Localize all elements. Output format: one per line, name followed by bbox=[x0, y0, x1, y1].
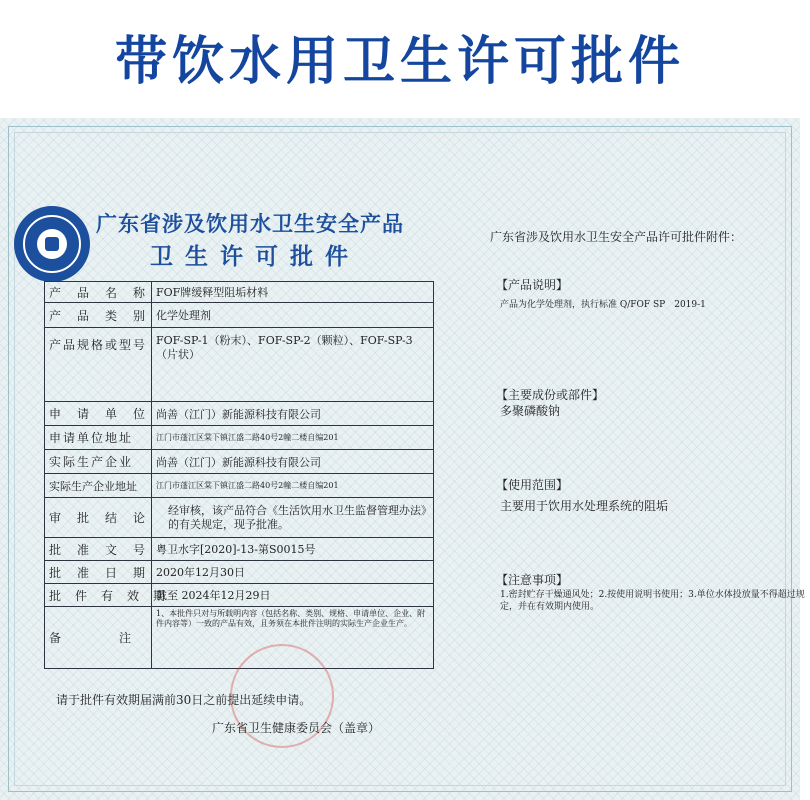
table-row bbox=[45, 426, 434, 450]
usage-body: 主要用于饮用水处理系统的阻垢 bbox=[500, 499, 669, 513]
table-row bbox=[45, 538, 434, 561]
product-desc-heading: 【产品说明】 bbox=[496, 278, 569, 292]
banner-title: 带饮水用卫生许可批件 bbox=[114, 31, 685, 92]
row-value: 尚善（江门）新能源科技有限公司 bbox=[152, 402, 434, 426]
table-row bbox=[45, 607, 434, 669]
row-label: 申 请 单 位 bbox=[45, 402, 152, 426]
logo-ring bbox=[23, 215, 81, 273]
row-value: 经审核，该产品符合《生活饮用水卫生监督管理办法》的有关规定，现予批准。 bbox=[152, 498, 434, 538]
issuing-authority: 广东省卫生健康委员会（盖章） bbox=[212, 721, 381, 735]
row-label: 产品规格或型号 bbox=[45, 328, 152, 402]
notes-heading: 【注意事项】 bbox=[496, 573, 569, 587]
table-row bbox=[45, 561, 434, 584]
health-inspection-logo-icon bbox=[14, 206, 90, 282]
logo-core bbox=[37, 229, 67, 259]
row-value: 截至 2024年12月29日 bbox=[152, 584, 434, 607]
row-label: 审 批 结 论 bbox=[45, 498, 152, 538]
table-row bbox=[45, 474, 434, 498]
row-label: 实际生产企业地址 bbox=[45, 474, 152, 498]
row-label: 批 准 文 号 bbox=[45, 538, 152, 561]
banner bbox=[0, 0, 800, 112]
product-desc-body: 产品为化学处理剂，执行标准 Q/FOF SP 2019-1 bbox=[500, 300, 706, 310]
table-row bbox=[45, 402, 434, 426]
row-value: 江门市蓬江区棠下镇江盛二路40号2幢二楼自编201 bbox=[152, 426, 434, 450]
row-value: 化学处理剂 bbox=[152, 303, 434, 328]
row-label: 备 注 bbox=[45, 607, 152, 669]
components-body: 多聚磷酸钠 bbox=[500, 404, 561, 418]
certificate-paper bbox=[0, 118, 805, 800]
row-value: FOF-SP-1（粉末）、FOF-SP-2（颗粒）、FOF-SP-3（片状） bbox=[152, 328, 434, 402]
table-row bbox=[45, 282, 434, 303]
row-label: 产 品 类 别 bbox=[45, 303, 152, 328]
table-row bbox=[45, 498, 434, 538]
license-form-table bbox=[44, 281, 434, 669]
usage-heading: 【使用范围】 bbox=[496, 478, 569, 492]
row-label: 批 准 日 期 bbox=[45, 561, 152, 584]
row-label: 实际生产企业 bbox=[45, 450, 152, 474]
notes-body: 1.密封贮存干燥通风处；2.按使用说明书使用；3.单位水体投放量不得超过规定，并在有效期内使用。 bbox=[500, 590, 805, 612]
row-label: 申请单位地址 bbox=[45, 426, 152, 450]
row-value: FOF牌缓释型阻垢材料 bbox=[152, 282, 434, 303]
table-row bbox=[45, 328, 434, 402]
row-value: 1、本批件只对与所载明内容（包括名称、类别、规格、申请单位、企业、附件内容等）一致的产品有效，且务须在本批件注明的实际生产企业生产。 bbox=[152, 607, 434, 669]
table-row bbox=[45, 450, 434, 474]
table-row bbox=[45, 584, 434, 607]
row-value: 粤卫水字[2020]-13-第S0015号 bbox=[152, 538, 434, 561]
attachment-title: 广东省涉及饮用水卫生安全产品许可批件附件： bbox=[490, 230, 743, 244]
components-heading: 【主要成份或部件】 bbox=[496, 388, 605, 402]
row-value: 2020年12月30日 bbox=[152, 561, 434, 584]
row-value: 江门市蓬江区棠下镇江盛二路40号2幢二楼自编201 bbox=[152, 474, 434, 498]
table-row bbox=[45, 303, 434, 328]
row-value: 尚善（江门）新能源科技有限公司 bbox=[152, 450, 434, 474]
row-label: 批 件 有 效 期 bbox=[45, 584, 152, 607]
certificate-title-line1: 广东省涉及饮用水卫生安全产品 bbox=[96, 211, 404, 236]
renewal-notice: 请于批件有效期届满前30日之前提出延续申请。 bbox=[56, 693, 312, 707]
certificate-title-line2: 卫生许可批件 bbox=[150, 243, 360, 270]
row-label: 产 品 名 称 bbox=[45, 282, 152, 303]
